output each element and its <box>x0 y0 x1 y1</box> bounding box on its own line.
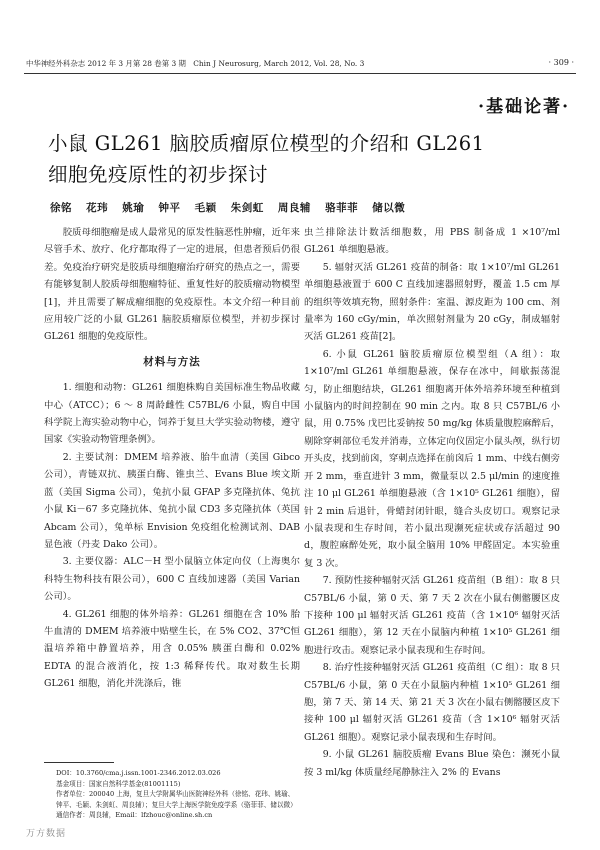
paragraph-vaccine-prep: 5. 辐射灭活 GL261 疫苗的制备：取 1×10⁷/ml GL261 单细胞悬液置于 600 C 直线加速器照射野，覆盖 1.5 cm 厚的组织等效填充物，照射条件：室温、源皮距为 100 cm、剂量率为 160 cGy/min，单次照射剂量为 20 cGy，制成辐射灭活 GL261 疫苗[2]。 <box>304 261 560 343</box>
footnote-doi: DOI：10.3760/cma.j.issn.1001-2346.2012.03.026 <box>56 769 221 777</box>
paragraph-reagents: 2. 主要试剂：DMEM 培养液、胎牛血清（美国 Gibco 公司），青链双抗、胰蛋白酶、锥虫兰、Evans Blue 埃文斯蓝（美国 Sigma 公司），兔抗小鼠 GFAP 多克隆抗体、兔抗小鼠 Ki－67 多克隆抗体、兔抗小鼠 CD3 多克隆抗体（英国 Abcam 公司），兔单标 Envision 免疫组化检测试剂、DAB 显色液（丹麦 Dako 公司）。 <box>44 451 300 550</box>
title-line-1: 小鼠 GL261 脑胶质瘤原位模型的介绍和 GL261 <box>48 132 485 155</box>
paragraph-cells-animals: 1. 细胞和动物：GL261 细胞株购自美国标准生物品收藏中心（ATCC）；6 ～ 8 周龄雌性 C57BL/6 小鼠，购自中国科学院上海实验动物中心，饲养于复旦大学实验动物楼，遵守国家《实验动物管理条例》。 <box>44 382 300 446</box>
footnote-correspondence: 通信作者：周良辅，Email：lfzhouc@online.sh.cn <box>56 811 213 820</box>
paragraph-cell-culture: 4. GL261 细胞的体外培养：GL261 细胞在含 10% 胎牛血清的 DMEM 培养液中贴壁生长，在 5% CO2、37℃恒温培养箱中静置培养，用含 0.05% 胰蛋白酶和 0.02% EDTA 的混合液消化，按 1:3 稀释传代。取对数生长期 GL261 细胞，消化并洗涤后，锥 <box>44 608 300 690</box>
author-list: 徐铭 花玮 姚瑜 钟平 毛颖 朱剑虹 周良辅 骆菲菲 储以微 <box>50 202 406 214</box>
article-title <box>48 128 568 190</box>
section-tag: ·基础论著· <box>478 97 570 117</box>
right-column <box>304 224 560 781</box>
paragraph-group-c: 8. 治疗性接种辐射灭活 GL261 疫苗组（C 组）：取 8 只 C57BL/6 小鼠，第 0 天在小鼠脑内种植 1×10⁵ GL261 细胞，第 7 天、第 14 天、第 21 天 3 次在小鼠右侧髂腰区皮下接种 100 μl 辐射灭活 GL261 疫苗（含 1×10⁶ 辐射灭活 GL261 细胞）。观察记录小鼠表现和生存时间。 <box>304 662 560 743</box>
journal-header <box>26 58 574 69</box>
footnote-fund: 基金项目：国家自然科学基金(81001115) <box>56 779 181 788</box>
paragraph-group-b: 7. 预防性接种辐射灭活 GL261 疫苗组（B 组）：取 8 只 C57BL/6 小鼠，第 0 天、第 7 天 2 次在小鼠右侧髂腰区皮下接种 100 μl 辐射灭活 GL261 疫苗（含 1×10⁶ 辐射灭活 GL261 细胞），第 12 天在小鼠脑内种植 1×10⁵ GL261 细胞进行攻击。观察记录小鼠表现和生存时间。 <box>304 575 560 656</box>
paragraph-instruments: 3. 主要仪器：ALC－H 型小鼠脑立体定向仪（上海奥尔科特生物科技有限公司），600 C 直线加速器（美国 Varian 公司）。 <box>44 556 300 603</box>
paragraph-group-a: 6. 小鼠 GL261 脑胶质瘤原位模型组（A 组）：取 1×10⁷/ml GL261 单细胞悬液，保存在冰中，间歇振荡混匀，防止细胞结块，GL261 细胞离开体外培养环境至种植到小鼠脑内的时间控制在 90 min 之内。取 8 只 C57BL/6 小鼠，用 0.75% 戊巴比妥钠按 50 mg/kg 体质量腹腔麻醉后，剔除穿刺部位毛发并消毒，立体定向仪固定小鼠头颅，纵行切开头皮，找到前囟，穿刺点选择在前囟后 1 mm、中线右侧旁开 2 mm，垂直进针 3 mm，微量泵以 2.5 μl/min 的速度推注 10 μl GL261 单细胞悬液（含 1×10⁵ GL261 细胞），留针 2 min 后退针，骨蜡封闭针眼，缝合头皮切口。观察记录小鼠表现和生存时间，若小鼠出现濒死症状或存活超过 90 d，腹腔麻醉处死，取小鼠全脑用 10% 甲醛固定。本实验重复 3 次。 <box>304 348 560 569</box>
page-number: · 309 · <box>548 58 574 67</box>
section-heading-methods: 材料与方法 <box>143 355 201 368</box>
footnote-affiliation: 作者单位：200040 上海，复旦大学附属华山医院神经外科（徐铭、花玮、姚瑜、钟平、毛颖、朱剑虹、周良辅）；复旦大学上海医学院免疫学系（骆菲菲、储以微） <box>56 790 297 809</box>
left-column <box>44 224 300 693</box>
journal-citation: 中华神经外科杂志 2012 年 3 月第 28 卷第 3 期 Chin J Neurosurg, March 2012, Vol. 28, No. 3 <box>26 59 365 68</box>
watermark-text: 万方数据 <box>26 829 67 839</box>
paragraph-cell-culture-continued: 虫兰排除法计数活细胞数，用 PBS 制备成 1 ×10⁷/ml GL261 单细胞悬液。 <box>304 227 560 256</box>
paragraph-evans-blue: 9. 小鼠 GL261 脑胶质瘤 Evans Blue 染色：濒死小鼠按 3 ml/kg 体质量经尾静脉注入 2% 的 Evans <box>304 749 560 778</box>
title-line-2: 细胞免疫原性的初步探讨 <box>48 163 269 186</box>
footnotes <box>56 768 296 821</box>
intro-paragraph: 胶质母细胞瘤是成人最常见的原发性脑恶性肿瘤，近年来尽管手术、放疗、化疗都取得了一定的进展，但患者预后仍很差。免疫治疗研究是胶质母细胞瘤治疗研究的热点之一，需要有能够复制人胶质母细胞瘤特征、重复性好的胶质瘤动物模型[1]，并且需要了解成瘤细胞的免疫原性。本文介绍一种目前应用较广泛的小鼠 GL261 脑胶质瘤原位模型，并初步探讨 GL261 细胞的免疫原性。 <box>44 227 300 343</box>
footnote-rule <box>44 762 114 763</box>
header-rule <box>24 73 576 74</box>
